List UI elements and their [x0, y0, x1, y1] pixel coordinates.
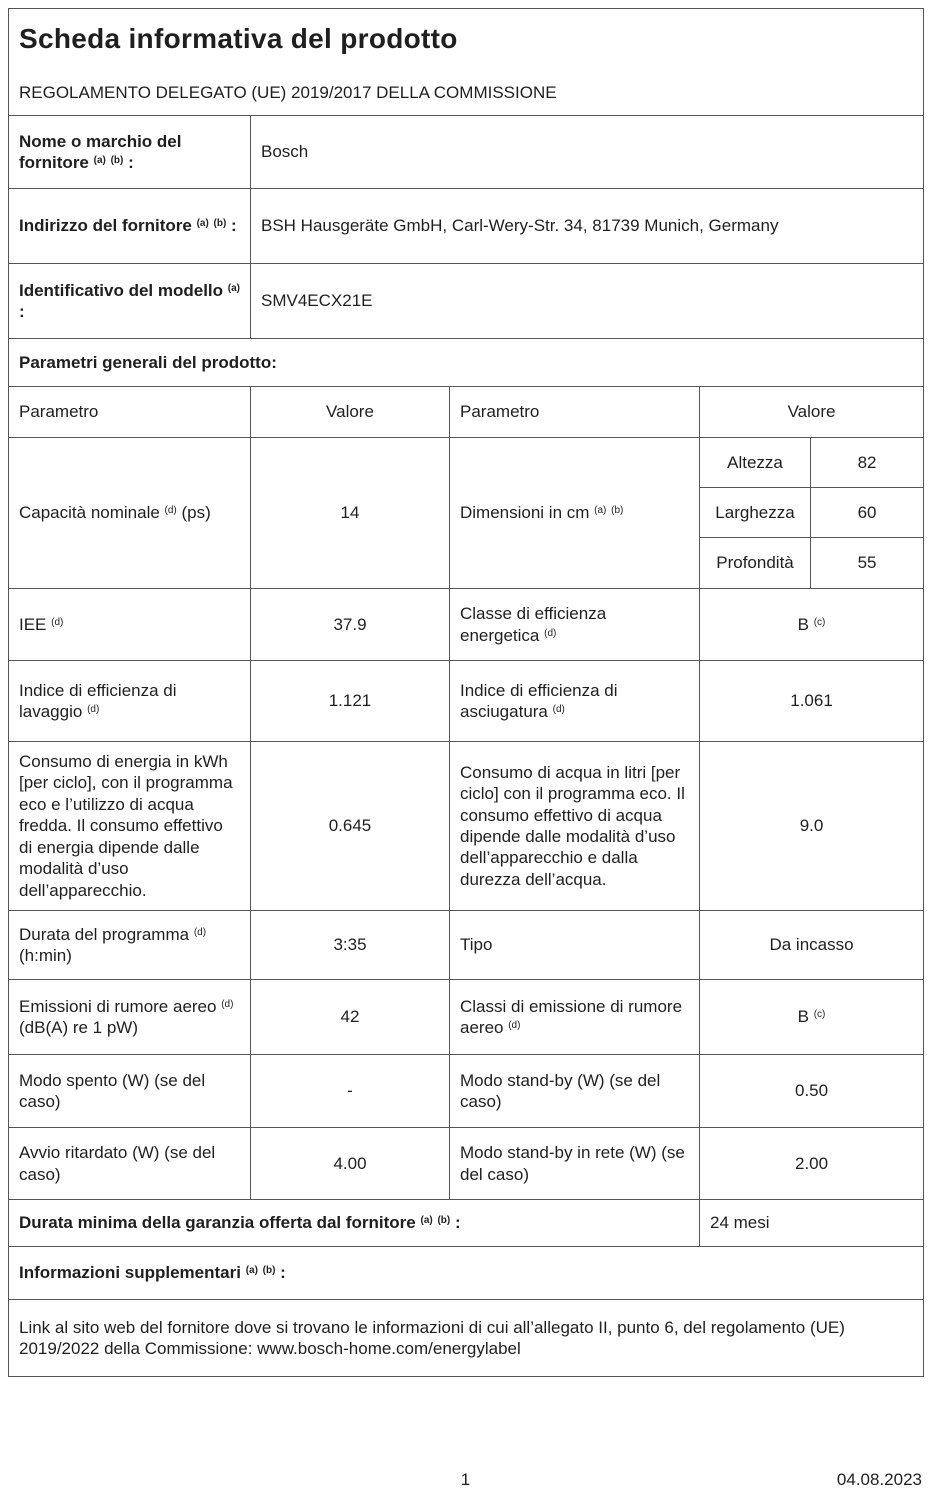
type-label: Tipo [450, 911, 700, 980]
drying-index-value: 1.061 [700, 661, 924, 742]
cleaning-index-label: Indice di efficienza di lavaggio $^{(d)}$ [9, 661, 251, 742]
page-number: 1 [460, 1470, 471, 1489]
water-consumption-value: 9.0 [700, 742, 924, 911]
noise-emission-value: 42 [251, 980, 450, 1055]
standby-mode-value: 0.50 [700, 1055, 924, 1128]
networked-standby-label: Modo stand-by in rete (W) (se del caso) [450, 1128, 700, 1200]
additional-info-header: Informazioni supplementari $^{(a)}$ $^{(b)}$ : [9, 1247, 924, 1300]
supplier-name-value: Bosch [251, 116, 924, 189]
noise-class-value: B $^{(c)}$ [700, 980, 924, 1055]
off-mode-value: - [251, 1055, 450, 1128]
capacity-label: Capacità nominale $^{(d)}$ (ps) [9, 438, 251, 589]
off-mode-label: Modo spento (W) (se del caso) [9, 1055, 251, 1128]
dimension-width-value: 60 [811, 488, 924, 538]
model-id-label: Identificativo del modello $^{(a)}$ : [9, 264, 251, 339]
noise-emission-label: Emissioni di rumore aereo $^{(d)}$ (dB(A) re 1 pW) [9, 980, 251, 1055]
column-header-parametro-2: Parametro [450, 387, 700, 438]
model-id-value: SMV4ECX21E [251, 264, 924, 339]
title-block [9, 9, 924, 116]
water-consumption-label: Consumo di acqua in litri [per ciclo] con il programma eco. Il consumo effettivo di acqua dipende dalle modalità d’uso dell’apparecchio e dalla durezza dell’acqua. [450, 742, 700, 911]
page-title: Scheda informativa del prodotto [19, 22, 458, 54]
warranty-label: Durata minima della garanzia offerta dal fornitore $^{(a)}$ $^{(b)}$ : [9, 1200, 700, 1247]
dimensions-label: Dimensioni in cm $^{(a)}$ $^{(b)}$ [450, 438, 700, 589]
program-duration-value: 3:35 [251, 911, 450, 980]
standby-mode-label: Modo stand-by (W) (se del caso) [450, 1055, 700, 1128]
energy-class-label: Classe di efficienza energetica $^{(d)}$ [450, 589, 700, 661]
energy-consumption-label: Consumo di energia in kWh [per ciclo], con il programma eco e l’utilizzo di acqua fredda. Il consumo effettivo di energia dipende dalle modalità d’uso dell’apparecchio. [9, 742, 251, 911]
supplier-name-label: Nome o marchio del fornitore $^{(a)}$ $^{(b)}$ : [9, 116, 251, 189]
dimension-height-value: 82 [811, 438, 924, 488]
supplier-link-text: Link al sito web del fornitore dove si trovano le informazioni di cui all’allegato II, punto 6, del regolamento (UE) 2019/2022 della Commissione: www.bosch-home.com/energylabel [9, 1300, 924, 1377]
dimension-depth-value: 55 [811, 538, 924, 589]
dimension-depth-label: Profondità [700, 538, 811, 589]
type-value: Da incasso [700, 911, 924, 980]
noise-class-label: Classi di emissione di rumore aereo $^{(d)}$ [450, 980, 700, 1055]
product-info-table [8, 8, 924, 1377]
regulation-subtitle: REGOLAMENTO DELEGATO (UE) 2019/2017 DELLA COMMISSIONE [19, 82, 557, 102]
supplier-address-label: Indirizzo del fornitore $^{(a)}$ $^{(b)}$ : [9, 189, 251, 264]
column-header-parametro-1: Parametro [9, 387, 251, 438]
capacity-value: 14 [251, 438, 450, 589]
column-header-valore-2: Valore [700, 387, 924, 438]
footer-date: 04.08.2023 [836, 1470, 922, 1489]
energy-class-value: B $^{(c)}$ [700, 589, 924, 661]
iee-label: IEE $^{(d)}$ [9, 589, 251, 661]
delayed-start-value: 4.00 [251, 1128, 450, 1200]
dimension-width-label: Larghezza [700, 488, 811, 538]
column-header-valore-1: Valore [251, 387, 450, 438]
networked-standby-value: 2.00 [700, 1128, 924, 1200]
page-footer [0, 1470, 931, 1494]
energy-consumption-value: 0.645 [251, 742, 450, 911]
dimension-height-label: Altezza [700, 438, 811, 488]
cleaning-index-value: 1.121 [251, 661, 450, 742]
iee-value: 37.9 [251, 589, 450, 661]
program-duration-label: Durata del programma $^{(d)}$ (h:min) [9, 911, 251, 980]
supplier-address-value: BSH Hausgeräte GmbH, Carl-Wery-Str. 34, 81739 Munich, Germany [251, 189, 924, 264]
general-parameters-header: Parametri generali del prodotto: [9, 339, 924, 387]
delayed-start-label: Avvio ritardato (W) (se del caso) [9, 1128, 251, 1200]
drying-index-label: Indice di efficienza di asciugatura $^{(d)}$ [450, 661, 700, 742]
warranty-value: 24 mesi [700, 1200, 924, 1247]
